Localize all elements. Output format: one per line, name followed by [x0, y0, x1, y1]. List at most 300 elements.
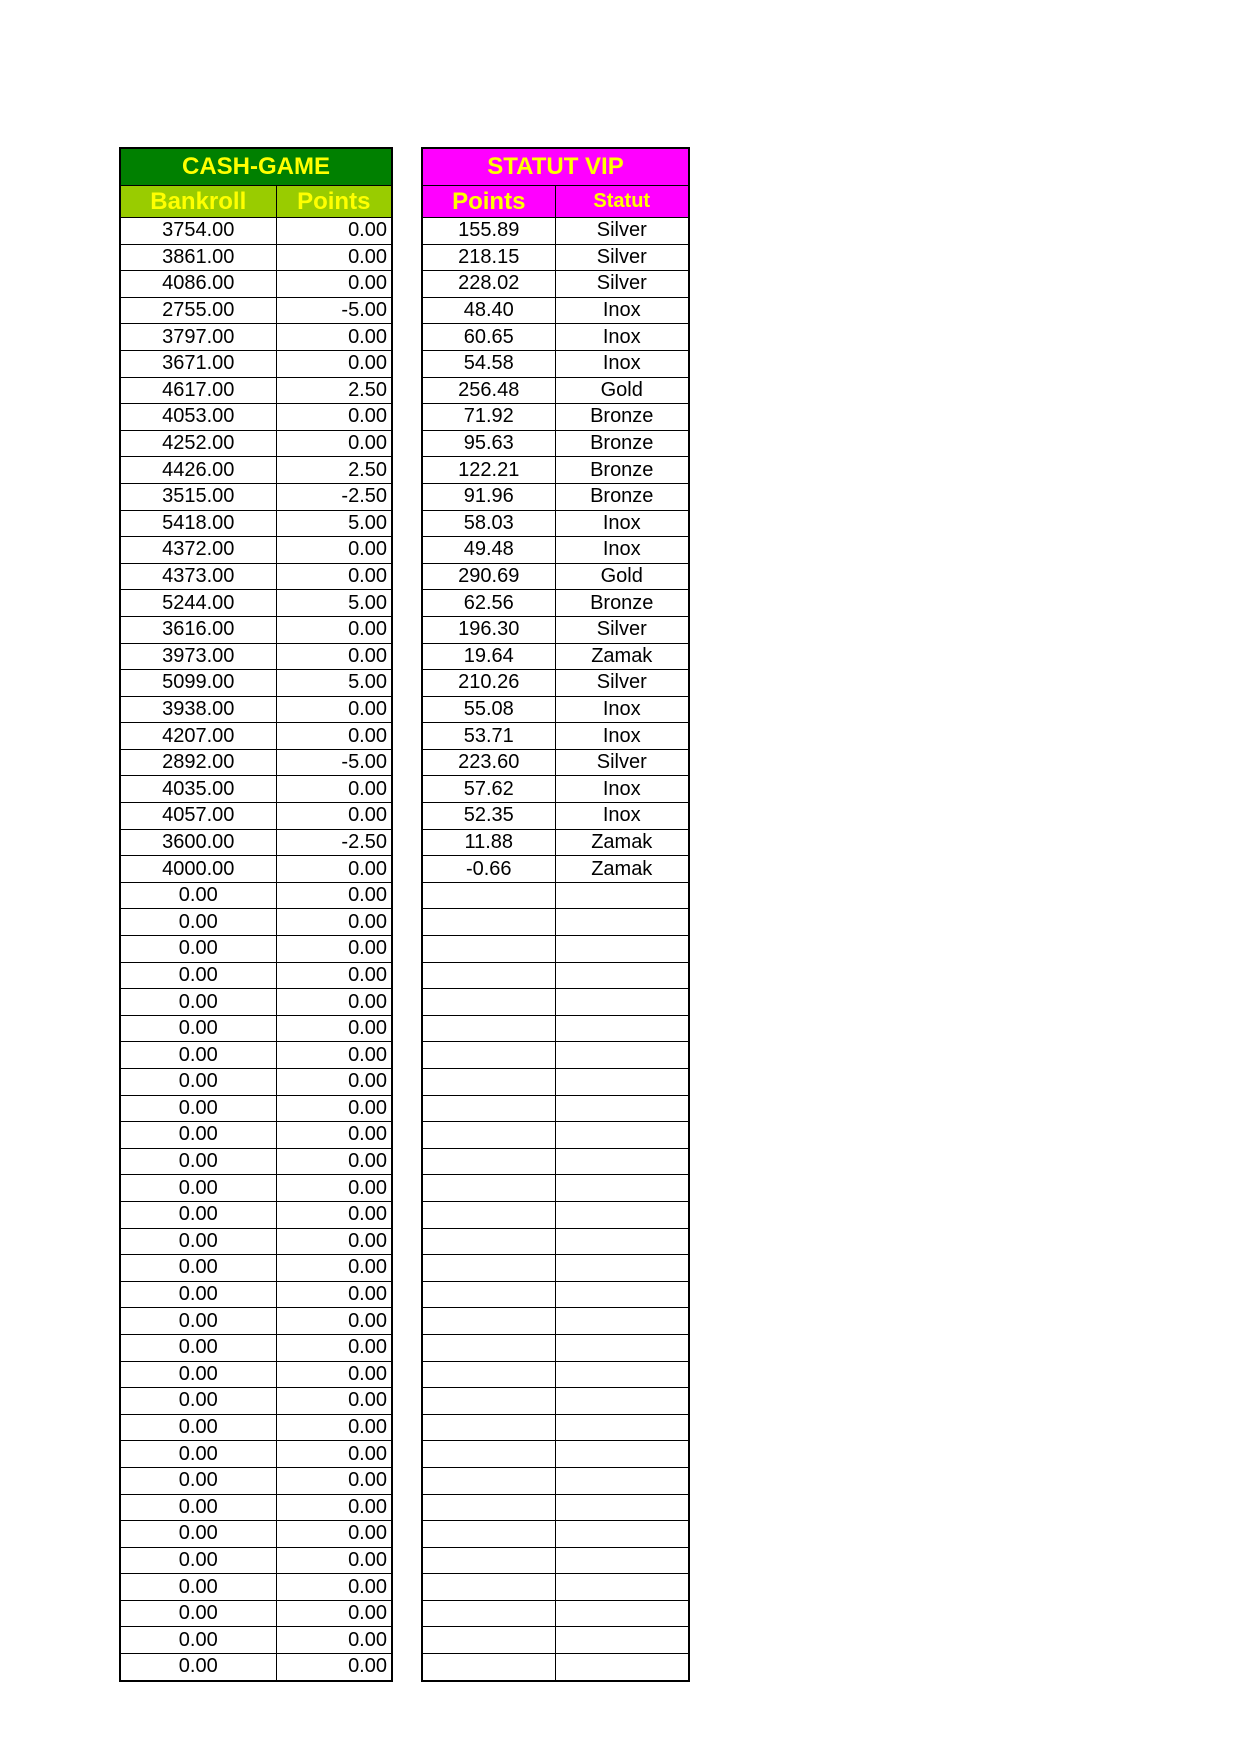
vip-points-cell: 49.48 [422, 537, 555, 564]
vip-points-cell [422, 1361, 555, 1388]
table-row [120, 537, 392, 564]
bankroll-cell: 2892.00 [120, 749, 276, 776]
table-row [120, 803, 392, 830]
bankroll-cell: 3671.00 [120, 350, 276, 377]
bankroll-cell: 0.00 [120, 1467, 276, 1494]
statut-cell: Bronze [555, 404, 689, 431]
table-row [120, 1414, 392, 1441]
points-cell: 0.00 [276, 1201, 392, 1228]
points-cell: 0.00 [276, 989, 392, 1016]
statut-cell [555, 1600, 689, 1627]
points-cell: -5.00 [276, 297, 392, 324]
vip-points-cell [422, 1334, 555, 1361]
vip-points-cell [422, 1095, 555, 1122]
points-cell: 0.00 [276, 1600, 392, 1627]
table-row [120, 377, 392, 404]
table-row [120, 218, 392, 245]
table-row [422, 1175, 689, 1202]
vip-points-cell: 256.48 [422, 377, 555, 404]
bankroll-cell: 4035.00 [120, 776, 276, 803]
table-row [422, 1600, 689, 1627]
table-row [422, 1361, 689, 1388]
vip-points-cell: 218.15 [422, 244, 555, 271]
table-row [120, 723, 392, 750]
table-row [422, 1414, 689, 1441]
statut-cell [555, 1148, 689, 1175]
vip-points-header: Points [422, 186, 555, 218]
statut-cell: Inox [555, 510, 689, 537]
statut-cell [555, 1654, 689, 1681]
bankroll-cell: 0.00 [120, 1148, 276, 1175]
points-cell: 0.00 [276, 324, 392, 351]
points-cell: -2.50 [276, 483, 392, 510]
table-row [422, 271, 689, 298]
statut-header: Statut [555, 186, 689, 218]
table-row [120, 616, 392, 643]
vip-points-cell: 122.21 [422, 457, 555, 484]
table-row [120, 1201, 392, 1228]
statut-cell [555, 1095, 689, 1122]
bankroll-cell: 0.00 [120, 989, 276, 1016]
table-row [120, 1095, 392, 1122]
table-row [120, 776, 392, 803]
points-cell: 0.00 [276, 1361, 392, 1388]
statut-cell: Gold [555, 563, 689, 590]
bankroll-cell: 4373.00 [120, 563, 276, 590]
points-cell: 0.00 [276, 909, 392, 936]
statut-cell: Inox [555, 803, 689, 830]
vip-points-cell [422, 1467, 555, 1494]
bankroll-cell: 3797.00 [120, 324, 276, 351]
vip-points-cell [422, 1255, 555, 1282]
table-row [120, 1494, 392, 1521]
bankroll-cell: 3938.00 [120, 696, 276, 723]
table-row [422, 670, 689, 697]
table-row [120, 696, 392, 723]
table-row [422, 404, 689, 431]
points-cell: 0.00 [276, 1228, 392, 1255]
points-cell: 0.00 [276, 537, 392, 564]
table-row [120, 1600, 392, 1627]
statut-cell: Inox [555, 324, 689, 351]
bankroll-cell: 0.00 [120, 1414, 276, 1441]
table-row [422, 1015, 689, 1042]
statut-cell [555, 1627, 689, 1654]
vip-points-cell [422, 1069, 555, 1096]
bankroll-cell: 0.00 [120, 1441, 276, 1468]
points-cell: 5.00 [276, 590, 392, 617]
statut-cell: Gold [555, 377, 689, 404]
table-row [120, 670, 392, 697]
statut-cell: Inox [555, 350, 689, 377]
vip-points-cell [422, 909, 555, 936]
statut-cell: Bronze [555, 483, 689, 510]
statut-cell [555, 1122, 689, 1149]
vip-points-cell: 91.96 [422, 483, 555, 510]
bankroll-cell: 0.00 [120, 1574, 276, 1601]
bankroll-cell: 4057.00 [120, 803, 276, 830]
vip-points-cell [422, 989, 555, 1016]
vip-points-cell: 55.08 [422, 696, 555, 723]
statut-cell: Bronze [555, 457, 689, 484]
table-row [422, 749, 689, 776]
table-row [120, 1175, 392, 1202]
table-row [422, 616, 689, 643]
statut-cell [555, 1308, 689, 1335]
table-row [422, 909, 689, 936]
table-row [120, 1334, 392, 1361]
points-cell: 5.00 [276, 670, 392, 697]
table-row [422, 1201, 689, 1228]
table-row [120, 962, 392, 989]
table-row [120, 909, 392, 936]
bankroll-cell: 4426.00 [120, 457, 276, 484]
points-cell: 0.00 [276, 244, 392, 271]
points-cell: 0.00 [276, 723, 392, 750]
statut-cell [555, 1069, 689, 1096]
statut-cell [555, 1547, 689, 1574]
points-cell: -2.50 [276, 829, 392, 856]
statut-cell: Silver [555, 218, 689, 245]
table-row [120, 1148, 392, 1175]
table-row [422, 1281, 689, 1308]
bankroll-cell: 0.00 [120, 962, 276, 989]
table-row [120, 1361, 392, 1388]
vip-points-cell: 95.63 [422, 430, 555, 457]
table-row [120, 430, 392, 457]
table-row [120, 271, 392, 298]
table-row [422, 1069, 689, 1096]
bankroll-cell: 0.00 [120, 1255, 276, 1282]
table-row [422, 510, 689, 537]
points-cell: 0.00 [276, 1095, 392, 1122]
table-row [120, 1255, 392, 1282]
table-row [120, 1441, 392, 1468]
bankroll-cell: 4372.00 [120, 537, 276, 564]
bankroll-cell: 2755.00 [120, 297, 276, 324]
table-row [422, 1627, 689, 1654]
statut-cell [555, 1175, 689, 1202]
bankroll-cell: 0.00 [120, 1095, 276, 1122]
table-row [422, 457, 689, 484]
bankroll-cell: 0.00 [120, 1015, 276, 1042]
table-row [422, 1574, 689, 1601]
bankroll-cell: 0.00 [120, 1547, 276, 1574]
statut-cell: Silver [555, 670, 689, 697]
vip-points-cell: 19.64 [422, 643, 555, 670]
vip-points-cell: 58.03 [422, 510, 555, 537]
vip-points-cell: 71.92 [422, 404, 555, 431]
statut-cell: Inox [555, 696, 689, 723]
bankroll-cell: 0.00 [120, 1122, 276, 1149]
table-row [120, 1627, 392, 1654]
table-row [120, 510, 392, 537]
points-cell: 0.00 [276, 696, 392, 723]
vip-points-cell: 228.02 [422, 271, 555, 298]
statut-cell: Zamak [555, 856, 689, 883]
statut-vip-rows [422, 218, 689, 1681]
bankroll-cell: 0.00 [120, 936, 276, 963]
bankroll-cell: 5418.00 [120, 510, 276, 537]
table-row [120, 856, 392, 883]
vip-points-cell: 60.65 [422, 324, 555, 351]
vip-points-cell: 62.56 [422, 590, 555, 617]
statut-cell [555, 1228, 689, 1255]
points-cell: 0.00 [276, 1388, 392, 1415]
table-row [422, 803, 689, 830]
points-cell: 0.00 [276, 1654, 392, 1681]
table-row [422, 537, 689, 564]
table-row [120, 749, 392, 776]
bankroll-cell: 0.00 [120, 1334, 276, 1361]
vip-points-cell: 223.60 [422, 749, 555, 776]
statut-cell: Silver [555, 271, 689, 298]
vip-points-cell [422, 1600, 555, 1627]
table-row [120, 563, 392, 590]
vip-points-cell [422, 1228, 555, 1255]
vip-points-cell [422, 1042, 555, 1069]
table-row [120, 590, 392, 617]
table-row [120, 1547, 392, 1574]
vip-points-cell [422, 936, 555, 963]
bankroll-cell: 5099.00 [120, 670, 276, 697]
table-row [422, 1308, 689, 1335]
points-cell: 0.00 [276, 882, 392, 909]
bankroll-cell: 0.00 [120, 1042, 276, 1069]
bankroll-cell: 4053.00 [120, 404, 276, 431]
points-cell: 0.00 [276, 1574, 392, 1601]
cash-game-table [119, 147, 393, 1682]
statut-cell: Inox [555, 297, 689, 324]
bankroll-cell: 0.00 [120, 882, 276, 909]
points-cell: 0.00 [276, 271, 392, 298]
table-row [120, 1281, 392, 1308]
vip-points-cell: 48.40 [422, 297, 555, 324]
statut-cell [555, 1467, 689, 1494]
bankroll-cell: 5244.00 [120, 590, 276, 617]
points-cell: 0.00 [276, 350, 392, 377]
points-cell: 0.00 [276, 616, 392, 643]
points-cell: 0.00 [276, 962, 392, 989]
table-row [120, 1388, 392, 1415]
table-row [422, 483, 689, 510]
bankroll-cell: 4252.00 [120, 430, 276, 457]
table-row [120, 1015, 392, 1042]
points-cell: 0.00 [276, 1281, 392, 1308]
table-row [422, 1042, 689, 1069]
table-row [422, 696, 689, 723]
bankroll-cell: 0.00 [120, 1521, 276, 1548]
bankroll-cell: 0.00 [120, 1600, 276, 1627]
table-row [422, 1334, 689, 1361]
table-row [422, 244, 689, 271]
points-cell: 0.00 [276, 1627, 392, 1654]
bankroll-cell: 0.00 [120, 1627, 276, 1654]
statut-cell: Zamak [555, 829, 689, 856]
vip-points-cell [422, 1175, 555, 1202]
statut-cell [555, 1015, 689, 1042]
statut-cell: Bronze [555, 590, 689, 617]
vip-points-cell [422, 1654, 555, 1681]
points-cell: 0.00 [276, 1467, 392, 1494]
table-row [120, 1228, 392, 1255]
vip-points-cell [422, 1201, 555, 1228]
bankroll-cell: 0.00 [120, 1494, 276, 1521]
table-row [422, 324, 689, 351]
bankroll-cell: 0.00 [120, 1069, 276, 1096]
vip-points-cell [422, 1015, 555, 1042]
statut-cell: Silver [555, 749, 689, 776]
table-row [120, 1069, 392, 1096]
vip-points-cell [422, 1441, 555, 1468]
bankroll-cell: 3973.00 [120, 643, 276, 670]
points-cell: 0.00 [276, 1441, 392, 1468]
points-cell: 0.00 [276, 1414, 392, 1441]
statut-cell [555, 1281, 689, 1308]
table-row [120, 1654, 392, 1681]
points-cell: 0.00 [276, 1494, 392, 1521]
vip-points-cell [422, 1308, 555, 1335]
table-row [422, 989, 689, 1016]
vip-points-cell: 290.69 [422, 563, 555, 590]
statut-cell [555, 1441, 689, 1468]
points-cell: 0.00 [276, 430, 392, 457]
table-row [422, 430, 689, 457]
statut-cell [555, 1521, 689, 1548]
vip-points-cell [422, 1281, 555, 1308]
vip-points-cell: 196.30 [422, 616, 555, 643]
table-row [422, 1122, 689, 1149]
points-cell: 0.00 [276, 803, 392, 830]
table-row [422, 377, 689, 404]
table-row [422, 563, 689, 590]
vip-points-cell: 53.71 [422, 723, 555, 750]
bankroll-cell: 0.00 [120, 1654, 276, 1681]
points-cell: 0.00 [276, 1015, 392, 1042]
vip-points-cell: 57.62 [422, 776, 555, 803]
statut-cell [555, 936, 689, 963]
statut-vip-table [421, 147, 690, 1682]
vip-points-cell: 210.26 [422, 670, 555, 697]
points-cell: 0.00 [276, 1334, 392, 1361]
statut-cell [555, 1574, 689, 1601]
statut-cell: Zamak [555, 643, 689, 670]
vip-points-cell: 52.35 [422, 803, 555, 830]
statut-cell [555, 1388, 689, 1415]
table-row [422, 829, 689, 856]
statut-cell [555, 1361, 689, 1388]
table-row [422, 1148, 689, 1175]
vip-points-cell [422, 1494, 555, 1521]
table-row [422, 297, 689, 324]
statut-cell [555, 882, 689, 909]
statut-cell: Silver [555, 244, 689, 271]
table-row [120, 1122, 392, 1149]
statut-cell: Silver [555, 616, 689, 643]
statut-cell [555, 1042, 689, 1069]
table-row [120, 1467, 392, 1494]
bankroll-header: Bankroll [120, 186, 276, 218]
statut-vip-title: STATUT VIP [422, 148, 689, 186]
points-cell: 0.00 [276, 1042, 392, 1069]
table-row [422, 1494, 689, 1521]
cash-points-header: Points [276, 186, 392, 218]
table-row [422, 1521, 689, 1548]
bankroll-cell: 0.00 [120, 909, 276, 936]
points-cell: 0.00 [276, 1069, 392, 1096]
table-row [120, 244, 392, 271]
table-row [120, 1521, 392, 1548]
vip-points-cell: -0.66 [422, 856, 555, 883]
bankroll-cell: 0.00 [120, 1388, 276, 1415]
table-row [120, 1308, 392, 1335]
points-cell: 0.00 [276, 1175, 392, 1202]
table-row [120, 404, 392, 431]
bankroll-cell: 0.00 [120, 1361, 276, 1388]
table-row [422, 882, 689, 909]
statut-cell: Bronze [555, 430, 689, 457]
bankroll-cell: 4086.00 [120, 271, 276, 298]
cash-game-title: CASH-GAME [120, 148, 392, 186]
table-row [120, 1042, 392, 1069]
vip-points-cell [422, 1148, 555, 1175]
points-cell: 2.50 [276, 377, 392, 404]
table-row [422, 1388, 689, 1415]
points-cell: 5.00 [276, 510, 392, 537]
points-cell: 0.00 [276, 1521, 392, 1548]
statut-cell [555, 1255, 689, 1282]
table-row [422, 1228, 689, 1255]
statut-cell: Inox [555, 537, 689, 564]
bankroll-cell: 0.00 [120, 1228, 276, 1255]
statut-cell [555, 1334, 689, 1361]
statut-cell [555, 989, 689, 1016]
table-row [422, 643, 689, 670]
bankroll-cell: 3616.00 [120, 616, 276, 643]
points-cell: 0.00 [276, 1547, 392, 1574]
table-row [422, 1441, 689, 1468]
table-row [422, 590, 689, 617]
vip-points-cell [422, 1388, 555, 1415]
points-cell: 0.00 [276, 643, 392, 670]
table-row [120, 989, 392, 1016]
points-cell: 2.50 [276, 457, 392, 484]
vip-points-cell [422, 1122, 555, 1149]
points-cell: 0.00 [276, 218, 392, 245]
table-row [120, 297, 392, 324]
statut-cell [555, 1414, 689, 1441]
points-cell: 0.00 [276, 936, 392, 963]
bankroll-cell: 0.00 [120, 1201, 276, 1228]
vip-points-cell [422, 1574, 555, 1601]
table-row [120, 324, 392, 351]
table-row [120, 936, 392, 963]
table-row [120, 1574, 392, 1601]
points-cell: 0.00 [276, 404, 392, 431]
table-row [120, 643, 392, 670]
table-row [422, 776, 689, 803]
bankroll-cell: 0.00 [120, 1175, 276, 1202]
bankroll-cell: 4207.00 [120, 723, 276, 750]
vip-points-cell [422, 882, 555, 909]
table-row [422, 962, 689, 989]
bankroll-cell: 0.00 [120, 1281, 276, 1308]
table-row [120, 829, 392, 856]
points-cell: -5.00 [276, 749, 392, 776]
vip-points-cell: 54.58 [422, 350, 555, 377]
bankroll-cell: 4617.00 [120, 377, 276, 404]
table-row [422, 1255, 689, 1282]
